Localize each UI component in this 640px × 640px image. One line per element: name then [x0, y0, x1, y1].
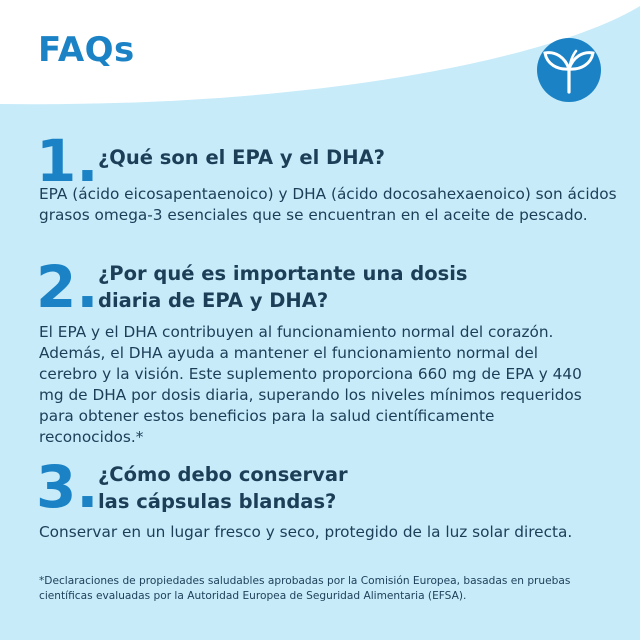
faq-question-2 [98, 260, 468, 314]
faq-question-2-line-1: ¿Por qué es importante una dosis [98, 262, 468, 285]
faq-question-2-line-2: diaria de EPA y DHA? [98, 289, 329, 312]
faq-question-3 [98, 461, 348, 515]
faq-question-1: ¿Qué son el EPA y el DHA? [98, 146, 385, 169]
faq-answer-1: EPA (ácido eicosapentaenoico) y DHA (ácido docosahexaenoico) son ácidos grasos omega-3 esenciales que se encuentran en el aceite de pescado. [39, 185, 617, 224]
faq-number-1: 1. [36, 127, 99, 195]
faq-question-3-line-1: ¿Cómo debo conservar [98, 463, 348, 486]
footnote: *Declaraciones de propiedades saludables aprobadas por la Comisión Europea, basadas en pruebas científicas evaluadas por la Autoridad Europea de Seguridad Alimentaria (EFSA). [39, 575, 571, 602]
page-title: FAQs [38, 30, 135, 70]
faq-number-3: 3. [36, 453, 99, 521]
faq-number-2: 2. [36, 253, 99, 321]
faq-question-3-line-2: las cápsulas blandas? [98, 490, 337, 513]
faq-answer-2: El EPA y el DHA contribuyen al funcionamiento normal del corazón. Además, el DHA ayuda a mantener el funcionamiento normal del cerebro y la visión. Este suplemento proporciona 660 mg de EPA y 440 mg de DHA por dosis diaria, superando los niveles mínimos requeridos para obtener estos beneficios para la salud científicamente reconocidos.* [39, 323, 582, 446]
plant-sprout-icon [537, 38, 601, 102]
faq-answer-3: Conservar en un lugar fresco y seco, protegido de la luz solar directa. [39, 523, 573, 541]
